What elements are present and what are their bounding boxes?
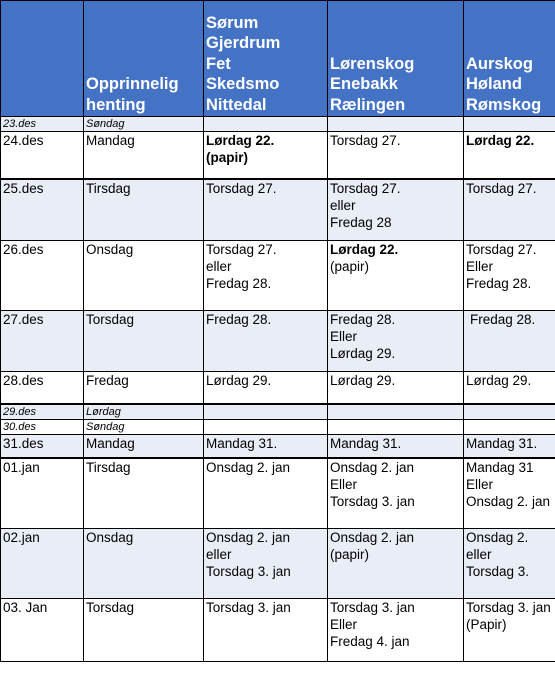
header-municipality-group-3 [464, 1, 555, 117]
schedule-line: Eller [330, 617, 358, 632]
schedule-line: (papir) [330, 259, 370, 274]
schedule-cell [464, 179, 555, 241]
day-cell: Onsdag [84, 241, 204, 311]
date-cell: 30.des [1, 420, 84, 435]
schedule-cell [328, 529, 464, 599]
schedule-cell [204, 311, 328, 372]
header-line: Opprinnelig [86, 75, 179, 93]
schedule-line: eller [466, 547, 492, 562]
date-cell: 01.jan [1, 458, 84, 529]
table-row [1, 132, 555, 180]
header-date [1, 1, 84, 117]
schedule-cell [328, 435, 464, 459]
schedule-cell [204, 132, 328, 180]
table-row [1, 311, 555, 372]
table-row [1, 435, 555, 459]
schedule-line: Lørdag 29. [466, 373, 532, 388]
schedule-cell [328, 372, 464, 405]
table-row [1, 372, 555, 405]
schedule-line: Lørdag 29. [330, 373, 396, 388]
schedule-line: Torsdag 27. [330, 133, 401, 148]
header-line: henting [86, 95, 146, 114]
schedule-line: (papir) [206, 150, 248, 165]
schedule-line: Eller [330, 477, 358, 492]
table-row [1, 404, 555, 420]
header-line: Enebakk [330, 75, 398, 93]
schedule-line: Torsdag 3. jan [330, 494, 415, 509]
day-cell: Mandag [84, 132, 204, 180]
schedule-line: Torsdag 27. [206, 181, 277, 196]
header-line: Nittedal [206, 95, 267, 114]
schedule-cell [328, 599, 464, 662]
date-cell: 28.des [1, 372, 84, 405]
date-cell: 02.jan [1, 529, 84, 599]
schedule-line: eller [330, 198, 356, 213]
day-cell: Tirsdag [84, 179, 204, 241]
schedule-line: Lørdag 29. [330, 346, 396, 361]
schedule-cell [328, 420, 464, 435]
schedule-cell [328, 458, 464, 529]
day-cell: Søndag [84, 117, 204, 132]
table-row [1, 117, 555, 132]
header-row [1, 1, 555, 117]
schedule-line: Torsdag 3. jan [206, 564, 291, 579]
schedule-line: Mandag 31. [206, 436, 278, 451]
date-cell: 29.des [1, 404, 84, 420]
schedule-cell [464, 372, 555, 405]
schedule-cell [328, 404, 464, 420]
schedule-line: Torsdag 3. jan [330, 600, 415, 615]
schedule-cell [204, 420, 328, 435]
day-cell: Onsdag [84, 529, 204, 599]
date-cell: 31.des [1, 435, 84, 459]
schedule-cell [204, 372, 328, 405]
schedule-line: Fredag 28. [466, 276, 532, 291]
schedule-cell [204, 179, 328, 241]
schedule-cell [464, 599, 555, 662]
schedule-line: eller [206, 259, 232, 274]
schedule-line: Fredag 4. jan [330, 634, 410, 649]
schedule-cell [328, 179, 464, 241]
date-cell: 26.des [1, 241, 84, 311]
day-cell: Fredag [84, 372, 204, 405]
day-cell: Søndag [84, 420, 204, 435]
schedule-line: Fredag 28 [330, 215, 392, 230]
date-cell: 23.des [1, 117, 84, 132]
schedule-cell [204, 599, 328, 662]
header-line: Gjerdrum [206, 34, 281, 52]
header-line: Sørum [206, 13, 259, 32]
schedule-line: Fredag 28. [330, 312, 396, 327]
schedule-line: Onsdag 2. jan [206, 460, 291, 475]
header-line: Fet [206, 54, 231, 73]
header-line: Rælingen [330, 95, 406, 114]
schedule-line: Eller [466, 259, 494, 274]
schedule-line: Torsdag 3. jan [206, 600, 291, 615]
schedule-line: Onsdag 2. jan [466, 494, 551, 509]
date-cell: 03. Jan [1, 599, 84, 662]
header-line: Skedsmo [206, 75, 280, 93]
schedule-line: Eller [466, 477, 494, 492]
day-cell: Torsdag [84, 311, 204, 372]
schedule-cell [464, 420, 555, 435]
table-row [1, 529, 555, 599]
schedule-cell [204, 529, 328, 599]
day-cell: Mandag [84, 435, 204, 459]
table-row [1, 458, 555, 529]
header-line: Lørenskog [330, 54, 415, 73]
schedule-cell [464, 404, 555, 420]
schedule-line: Torsdag 27. [330, 181, 401, 196]
schedule-line: Mandag 31. [330, 436, 402, 451]
schedule-line: (Papir) [466, 617, 507, 632]
schedule-line: (papir) [330, 547, 370, 562]
schedule-line: Lørdag 29. [206, 373, 272, 388]
table-row [1, 420, 555, 435]
schedule-cell [204, 458, 328, 529]
schedule-line: Torsdag 27. [466, 181, 537, 196]
header-municipality-group-1 [204, 1, 328, 117]
schedule-cell [464, 311, 555, 372]
schedule-cell [328, 241, 464, 311]
header-line: Aurskog [466, 54, 533, 73]
schedule-line: Torsdag 27. [206, 242, 277, 257]
schedule-cell [204, 241, 328, 311]
schedule-cell [328, 132, 464, 180]
table-row [1, 599, 555, 662]
schedule-line: Lørdag 22. [330, 242, 399, 257]
schedule-line: eller [206, 547, 232, 562]
schedule-line: Mandag 31 [466, 460, 534, 475]
schedule-cell [464, 435, 555, 459]
schedule-cell [328, 117, 464, 132]
header-municipality-group-2 [328, 1, 464, 117]
date-cell: 25.des [1, 179, 84, 241]
table-row [1, 241, 555, 311]
schedule-cell [328, 311, 464, 372]
day-cell: Tirsdag [84, 458, 204, 529]
schedule-line: Lørdag 22. [206, 133, 275, 148]
header-line: Rømskog [466, 95, 542, 114]
schedule-line: Fredag 28. [470, 312, 536, 327]
date-cell: 24.des [1, 132, 84, 180]
schedule-line: Torsdag 3. jan [466, 600, 551, 615]
schedule-line: Torsdag 3. [466, 564, 530, 579]
schedule-line: Torsdag 27. [466, 242, 537, 257]
table-row [1, 179, 555, 241]
schedule-line: Eller [330, 329, 358, 344]
schedule-cell [464, 458, 555, 529]
schedule-cell [204, 404, 328, 420]
schedule-cell [204, 435, 328, 459]
day-cell: Torsdag [84, 599, 204, 662]
schedule-line: Mandag 31. [466, 436, 538, 451]
schedule-line: Lørdag 22. [466, 133, 535, 148]
schedule-line: Onsdag 2. jan [206, 530, 291, 545]
schedule-cell [464, 529, 555, 599]
header-line: Høland [466, 75, 522, 93]
schedule-cell [464, 132, 555, 180]
schedule-cell [464, 117, 555, 132]
schedule-line: Onsdag 2. [466, 530, 529, 545]
schedule-line: Fredag 28. [206, 276, 272, 291]
schedule-line: Fredag 28. [206, 312, 272, 327]
date-cell: 27.des [1, 311, 84, 372]
schedule-cell [204, 117, 328, 132]
schedule-line: Onsdag 2. jan [330, 530, 415, 545]
header-original-pickup [84, 1, 204, 117]
day-cell: Lørdag [84, 404, 204, 420]
schedule-line: Onsdag 2. jan [330, 460, 415, 475]
schedule-cell [464, 241, 555, 311]
